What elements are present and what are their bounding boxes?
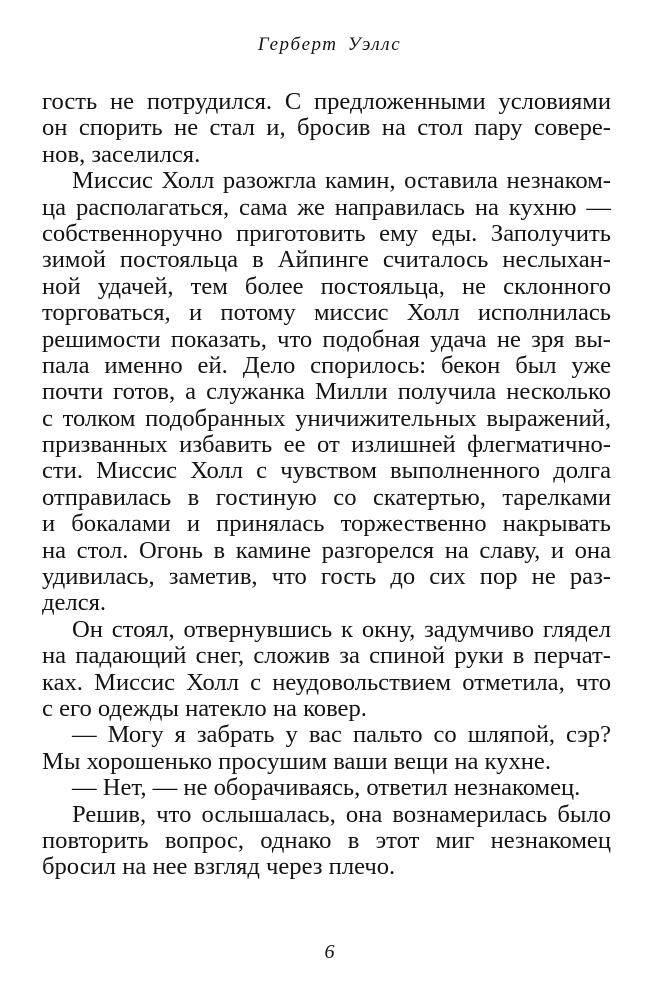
text-line: на падающий снег, сложив за спиной руки в перчат- xyxy=(42,642,611,670)
text-line: делся. xyxy=(42,589,107,617)
text-line: ках. Миссис Холл с неудовольствием отметила, что xyxy=(42,668,611,696)
text-line: отправилась в гостиную со скатертью, тарелками xyxy=(42,483,611,511)
text-line: гость не потрудился. С предложенными условиями xyxy=(42,88,611,115)
text-line: Он стоял, отвернувшись к окну, задумчиво глядел xyxy=(72,615,611,643)
body-text xyxy=(42,89,611,881)
page-number: 6 xyxy=(324,941,335,963)
text-line: почти готов, а служанка Милли получила несколько xyxy=(42,378,611,406)
text-line: решимости показать, что подобная удача не зря вы- xyxy=(42,325,611,353)
text-line: собственноручно приготовить ему еды. Заполучить xyxy=(42,219,611,247)
text-line: повторить вопрос, однако в этот миг незнакомец xyxy=(42,826,611,854)
text-line: — Нет, — не оборачиваясь, ответил незнакомец. xyxy=(72,774,581,802)
text-line: на стол. Огонь в камине разгорелся на славу, и она xyxy=(42,536,611,564)
text-line: Решив, что ослышалась, она вознамерилась было xyxy=(72,800,611,828)
text-line: и бокалами и принялась торжественно накрывать xyxy=(42,510,611,538)
text-line: призванных избавить ее от излишней флегматично- xyxy=(42,431,611,459)
text-line: зимой постояльца в Айпинге считалось неслыхан- xyxy=(42,246,611,274)
text-line: он спорить не стал и, бросив на стол пару соверe- xyxy=(42,114,611,142)
text-line: — Могу я забрать у вас пальто со шляпой, сэр? xyxy=(72,721,611,749)
text-line: с толком подобранных уничижительных выражений, xyxy=(42,404,611,432)
text-line: удивилась, заметив, что гость до сих пор не раз- xyxy=(42,563,611,591)
running-head: Герберт Уэллс xyxy=(257,34,402,55)
text-line: Миссис Холл разожгла камин, оставила незнаком- xyxy=(72,167,611,195)
text-line: ца располагаться, сама же направилась на кухню — xyxy=(42,193,611,221)
text-line: ной удачей, тем более постояльца, не склонного xyxy=(42,272,611,300)
text-line: торговаться, и потому миссис Холл исполнилась xyxy=(42,299,611,327)
text-line: сти. Миссис Холл с чувством выполненного долга xyxy=(42,457,611,485)
text-line: пала именно ей. Дело спорилось: бекон был уже xyxy=(42,351,611,379)
text-line: бросил на нее взгляд через плечо. xyxy=(42,853,396,881)
text-line: нов, заселился. xyxy=(42,140,201,168)
text-line: с его одежды натекло на ковер. xyxy=(42,694,367,722)
text-line: Мы хорошенько просушим ваши вещи на кухне. xyxy=(42,747,551,775)
